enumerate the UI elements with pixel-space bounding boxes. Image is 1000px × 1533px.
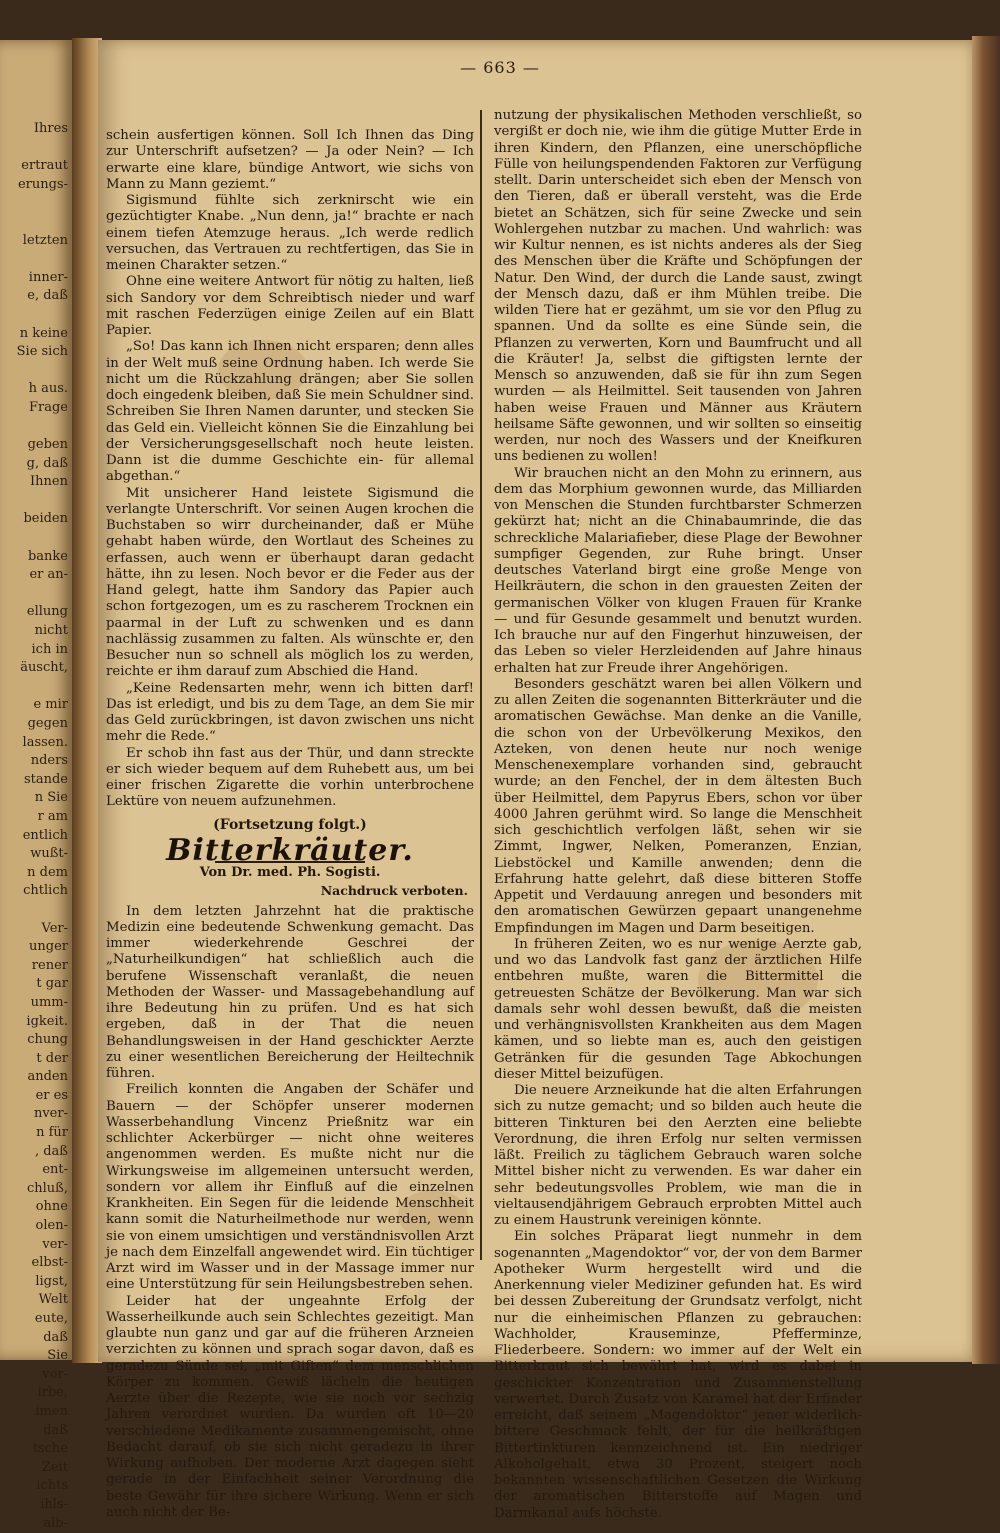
article-paragraph: Ein solches Präparat liegt nunmehr in dem sogenannten „Magendoktor“ vor, der von dem Barmer Apotheker Wurm hergestellt wird und die Anerkennung vieler Mediziner gefunden hat. Es wird bei dessen Zubereitung der Grundsatz verfolgt, nicht nur die einheimischen Pflanzen zu gebrauchen: Wachholder, Krauseminze, Pfefferminze, Fliederbeere. Sondern: wo immer auf der Welt ein Bitterkraut sich bewährt hat, wird es dabei in geschickter Konzentration und Zusammenstellung verwertet. Durch Zusatz von Karamel hat der Erfinder erreicht, daß seinem „Magendoktor“ jener widerlich-bittere Geschmack fehlt, der für die heilkräftigen Bittertinkturen kennzeichnend ist. Ein niedriger Alkoholgehalt, etwa 30 Prozent, steigert noch bekannten wissenschaftlichen Gesetzen die Wirkung der aromatischen Bitterstoffe auf Magen und Darmkanal aufs höchste. — [494, 1229, 862, 1521]
left-column — [106, 128, 474, 1521]
article-paragraph: In früheren Zeiten, wo es nur wenige Aerzte gab, und wo das Landvolk fast ganz der ärztlichen Hilfe entbehren mußte, waren die Bittermittel die getreuesten Schätze der Bevölkerung. Man war sich damals sehr wohl dessen bewußt, daß die meisten und verhängnisvollsten Krankheiten aus dem Magen kämen, und so liebte man es, auch den geistigen Getränken für die gesunden Tage Abkochungen dieser Mittel beizufügen. — [494, 936, 862, 1082]
article-paragraph: Wir brauchen nicht an den Mohn zu erinnern, aus dem das Morphium gewonnen wurde, das Milliarden von Menschen die Stunden furchtbarster Schmerzen gekürzt hat; nicht an die Chinabaumrinde, die das schreckliche Malariafieber, diese Plage der Bewohner sumpfiger Gegenden, zur Ruhe bringt. Unser deutsches Vaterland birgt eine große Menge von Heilkräutern, die schon in den grauesten Zeiten der germanischen Völker von klugen Frauen für Kranke — und für Gesunde gesammelt und benutzt wurden. Ich brauche nur auf den Fingerhut hinzuweisen, der das Leben so vieler Herzleidenden auf Jahre hinaus erhalten hat zur Freude ihrer Angehörigen. — [494, 465, 862, 676]
previous-page-edge — [0, 40, 74, 1531]
article-paragraph: Besonders geschätzt waren bei allen Völkern und zu allen Zeiten die sogenannten Bitterkräuter und die aromatischen Gewächse. Man denke an die Vanille, die schon von der Urbevölkerung Mexikos, den Azteken, von denen heute nur noch wenige Menschenexemplare vorhanden sind, gebraucht wurde; an den Fenchel, der in dem ältesten Buch über Heilmittel, dem Papyrus Ebers, schon vor über 4000 Jahren gerühmt wird. So lange die Menschheit sich geschichtlich verfolgen läßt, sehen wir sie Zimmt, Ingwer, Nelken, Pomeranzen, Enzian, Liebstöckel und Kamille anwenden; denn die Erfahrung hatte gelehrt, daß diese bitteren Stoffe Appetit und Verdauung anregen und besonders mit den aromatischen Gewürzen gepaart unangenehme Empfindungen im Magen und Darm beseitigen. — [494, 676, 862, 936]
story-paragraph: Mit unsicherer Hand leistete Sigismund die verlangte Unterschrift. Vor seinen Augen krochen die Buchstaben so wirr durcheinander, daß er Mühe gehabt haben würde, den Wortlaut des Scheines zu erfassen, auch wenn er überhaupt daran gedacht hätte, ihn zu lesen. Noch bevor er die Feder aus der Hand gelegt, hatte ihm Sandory das Papier auch schon fortgezogen, um es zu rascherem Trocknen ein paarmal in der Luft zu schwenken und es dann nachlässig zusammen zu falten. Als wünschte er, den Besucher nun so schnell als möglich los zu werden, reichte er ihm darauf zum Abschied die Hand. — [106, 485, 474, 680]
story-paragraph: Sigismund fühlte sich zerknirscht wie ein gezüchtigter Knabe. „Nun denn, ja!“ brachte er nach einem tiefen Atemzuge heraus. „Ich werde redlich versuchen, das Vertrauen zu rechtfertigen, das Sie in meinen Charakter setzen.“ — [106, 193, 474, 273]
article-paragraph: Freilich konnten die Angaben der Schäfer und Bauern — der Schöpfer unserer modernen Wasserbehandlung Vincenz Prießnitz war ein schlichter Ackerbürger — nicht ohne weiteres angenommen werden. Es mußte nicht nur die Wirkungsweise im allgemeinen untersucht werden, sondern vor allem ihr Einfluß auf die einzelnen Krankheiten. Ein Segen für die leidende Menschheit kann somit die Naturheilmethode nur werden, wenn sie von einem umsichtigen und verständnisvollen Arzt je nach dem Einzelfall angewendet wird. Ein tüchtiger Arzt wird im Wasser und in der Massage immer nur eine Unterstützung für sein Heilungsbestreben sehen. — [106, 1082, 474, 1293]
article-paragraph: Die neuere Arzneikunde hat die alten Erfahrungen sich zu nutze gemacht; und so bilden auch heute die bitteren Tinkturen bei den Aerzten eine beliebte Verordnung, die ihren Erfolg nur selten vermissen läßt. Freilich zu täglichem Gebrauch waren solche Mittel bisher nicht zu verwenden. Es war daher ein sehr bedeutungsvolles Problem, wie man die in vieltausendjährigem Gebrauch erprobten Mittel auch zu einem Haustrunk vereinigen könnte. — [494, 1083, 862, 1228]
article-paragraph: Leider hat der ungeahnte Erfolg der Wasserheilkunde auch sein Schlechtes gezeitigt. Man glaubte nun ganz und gar auf die früheren Arzneien verzichten zu können und sprach sogar davon, daß es geradezu Sünde sei, „mit Giften“ dem menschlichen Körper zu kommen. Gewiß lächeln die heutigen Aerzte über die Rezepte, wie sie noch vor sechzig Jahren verordnet wurden. Da wurden oft 10—20 verschiedene Medikamente zusammengemischt, ohne Bedacht darauf, ob sie sich nicht geradezu in ihrer Wirkung aufhoben. Der moderne Arzt dagegen sieht gerade in der Einfachheit seiner Verordnung die beste Gewähr für ihre sichere Wirkung. Wenn er sich auch nicht der Be- — [106, 1293, 474, 1520]
previous-page-fragments: Ihres ertraut erungs- letzten inner- e, daß n keine Sie sich h aus. Frage geben g, daß Ihnen beiden banke er an- ellung nicht ich in äuscht, e mir gegen lassen. nders stande n Sie r am entlich wußt- n dem chtlich Ver- unger rener t gar umm- igkeit. chung t der anden er es nver- n für , daß ent- chluß, ohne olen- ver- elbst- ligst, Welt eute, daß Sie vor- irbe, imen daß tsche Zeit ichts ihls- alb- — [16, 121, 68, 1531]
story-paragraph: schein ausfertigen können. Soll Ich Ihnen das Ding zur Unterschrift aufsetzen? — Ja oder Nein? — Ich erwarte eine klare, bündige Antwort, wie sichs von Mann zu Mann geziemt.“ — [106, 128, 474, 192]
story-paragraph: „Keine Redensarten mehr, wenn ich bitten darf! Das ist erledigt, und bis zu dem Tage, an dem Sie mir das Geld zurückbringen, ist davon zwischen uns nicht mehr die Rede.“ — [106, 680, 474, 745]
article-title: Bitterkräuter. — [106, 843, 474, 863]
page-edge — [972, 36, 1000, 1364]
story-paragraph: Er schob ihn fast aus der Thür, und dann streckte er sich wieder bequem auf dem Ruhebett aus, um bei einer frischen Zigarette die vorhin unterbrochene Lektüre von neuem aufzunehmen. — [106, 745, 474, 810]
article-byline: Von Dr. med. Ph. Sogisti. — [199, 865, 381, 880]
article-paragraph: In dem letzten Jahrzehnt hat die praktische Medizin eine bedeutende Schwenkung gemacht. Das immer wiederkehrende Geschrei der „Naturheilkundigen“ hat schließlich auch die berufene Wissenschaft veranlaßt, die neuen Methoden der Wasser- und Massagebehandlung auf ihre Bedeutung hin zu prüfen. Und es hat sich ergeben, daß in der That die neuen Behandlungsweisen in der Hand geschickter Aerzte zu einer wesentlichen Bereicherung der Heiltechnik führen. — [106, 903, 474, 1081]
article-paragraph: nutzung der physikalischen Methoden verschließt, so vergißt er doch nie, wie ihm die gütige Mutter Erde in ihren Kindern, den Pflanzen, eine unerschöpfliche Fülle von heilungspendenden Faktoren zur Verfügung stellt. Darin unterscheidet sich eben der Mensch von den Tieren, daß er überall versteht, was die Erde bietet an Schätzen, sich für seine Zwecke und sein Wohlergehen nutzbar zu machen. Und wahrlich: was wir Kultur nennen, es ist nichts anderes als der Sieg des Menschen über die Kräfte und Schöpfungen der Natur. Den Wind, der durch die Lande saust, zwingt der Mensch dazu, daß er ihm Mühlen treibe. Die wilden Tiere hat er gezähmt, um sie vor den Pflug zu spannen. Und da sollte es eine Sünde sein, die Pflanzen zu verwerten, Korn und Baumfrucht und all die Kräuter! Ja, selbst die giftigsten lernte der Mensch so anzuwenden, daß sie für ihn zum Segen wurden — als Heilmittel. Seit tausenden von Jahren haben weise Frauen und Männer aus Kräutern heilsame Säfte gewonnen, und wir sollten so einseitig werden, nur noch des Wassers und der Kneifkuren uns bedienen zu wollen! — [494, 108, 862, 465]
continuation-notice: (Fortsetzung folgt.) — [213, 816, 367, 833]
story-paragraph: „So! Das kann ich Ihnen nicht ersparen; denn alles in der Welt muß seine Ordnung haben. Ich werde Sie nicht um die Rückzahlung drängen; aber Sie sollen doch eingedenk bleiben, daß Sie mein Schuldner sind. Schreiben Sie Ihren Namen darunter, und stecken Sie das Geld ein. Vielleicht können Sie die Einzahlung bei der Versicherungsgesellschaft noch heute leisten. Dann ist die dumme Geschichte ein- für allemal abgethan.“ — [106, 339, 474, 485]
column-divider — [480, 110, 482, 1260]
page-number: — 663 — — [460, 58, 540, 77]
story-paragraph: Ohne eine weitere Antwort für nötig zu halten, ließ sich Sandory vor dem Schreibtisch nieder und warf mit raschen Federzügen einige Zeilen auf ein Blatt Papier. — [106, 274, 474, 338]
right-column — [494, 108, 862, 1522]
reprint-notice: Nachdruck verboten. — [320, 883, 468, 899]
